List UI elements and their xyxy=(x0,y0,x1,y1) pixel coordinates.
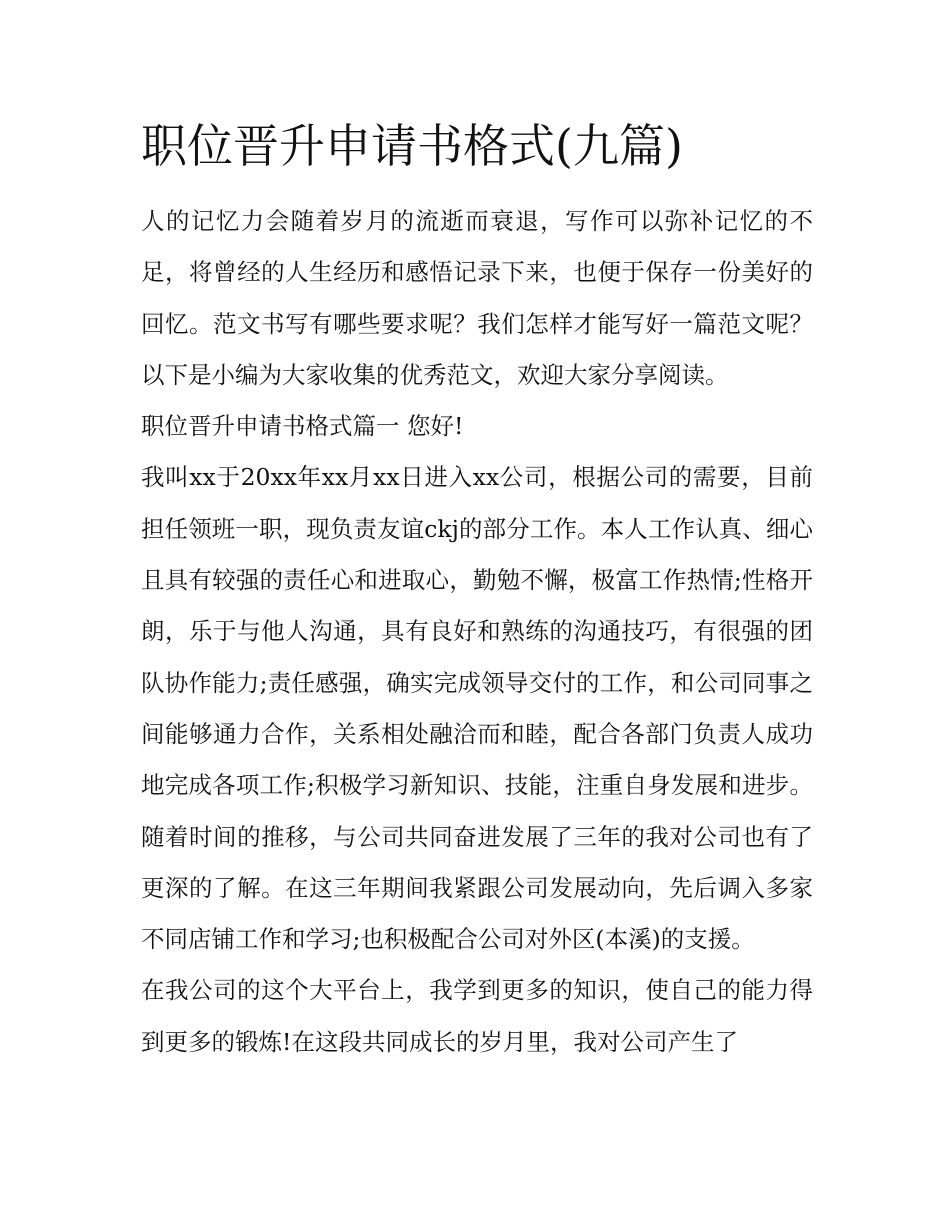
body-paragraph-2: 在我公司的这个大平台上，我学到更多的知识，使自己的能力得到更多的锻炼!在这段共同成长的岁月里，我对公司产生了 xyxy=(141,976,813,1056)
title-spacer xyxy=(141,180,813,196)
intro-paragraph: 人的记忆力会随着岁月的流逝而衰退，写作可以弥补记忆的不足，将曾经的人生经历和感悟记录下来，也便于保存一份美好的回忆。范文书写有哪些要求呢？我们怎样才能写好一篇范文呢？以下是小编为大家收集的优秀范文，欢迎大家分享阅读。 xyxy=(141,207,813,389)
section-heading-paragraph: 职位晋升申请书格式篇一 您好! xyxy=(141,412,464,441)
document-title: 职位晋升申请书格式(九篇) xyxy=(141,119,683,173)
body-paragraph-1: 我叫xx于20xx年xx月xx日进入xx公司，根据公司的需要，目前担任领班一职，现负责友谊ckj的部分工作。本人工作认真、细心且具有较强的责任心和进取心，勤勉不懈，极富工作热情;性格开朗，乐于与他人沟通，具有良好和熟练的沟通技巧，有很强的团队协作能力;责任感强，确实完成领导交付的工作，和公司同事之间能够通力合作，关系相处融洽而和睦，配合各部门负责人成功地完成各项工作;积极学习新知识、技能，注重自身发展和进步。随着时间的推移，与公司共同奋进发展了三年的我对公司也有了更深的了解。在这三年期间我紧跟公司发展动向，先后调入多家不同店铺工作和学习;也积极配合公司对外区(本溪)的支援。 xyxy=(141,463,813,954)
document-body xyxy=(141,112,813,1068)
